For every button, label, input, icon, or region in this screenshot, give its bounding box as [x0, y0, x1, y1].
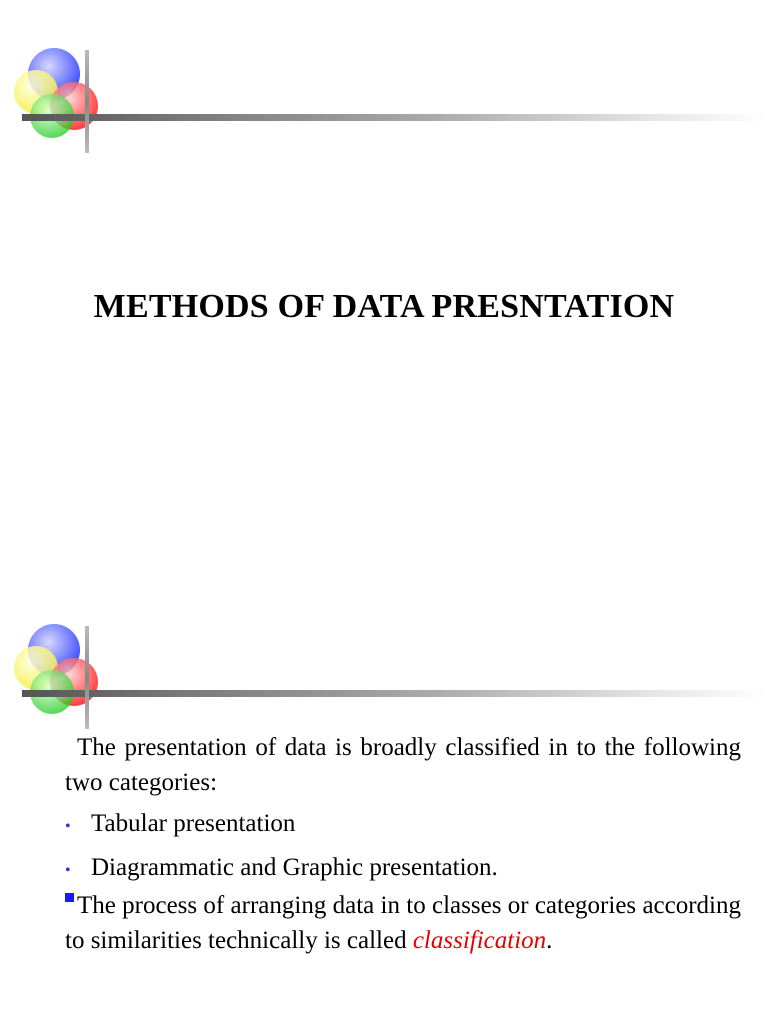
- dot-bullet-icon: •: [65, 862, 71, 879]
- slide-body: [65, 730, 741, 958]
- slide-2: [0, 576, 768, 1024]
- paragraph-lead: The process of arranging data in to classes or categories according to similarities technically is called: [65, 892, 741, 954]
- list-item: [65, 850, 741, 888]
- list-item-text: Diagrammatic and Graphic presentation.: [91, 854, 498, 881]
- dot-bullet-icon: •: [65, 818, 71, 835]
- list-item: [65, 806, 741, 844]
- paragraph-end: .: [546, 927, 553, 954]
- horizontal-rule: [22, 690, 768, 697]
- list-item-text: Tabular presentation: [91, 810, 296, 837]
- slide-title: METHODS OF DATA PRESNTATION: [93, 288, 675, 325]
- vertical-rule: [85, 50, 89, 153]
- vertical-rule: [85, 626, 89, 729]
- square-bullet-icon: [65, 893, 74, 902]
- classification-paragraph: [65, 888, 741, 958]
- overlapping-circles-logo-icon: [6, 44, 116, 154]
- intro-paragraph: The presentation of data is broadly classified in to the following two categories:: [65, 734, 741, 796]
- overlapping-circles-logo-icon: [6, 620, 116, 730]
- emphasis-term: classification: [412, 927, 547, 954]
- horizontal-rule: [22, 114, 768, 121]
